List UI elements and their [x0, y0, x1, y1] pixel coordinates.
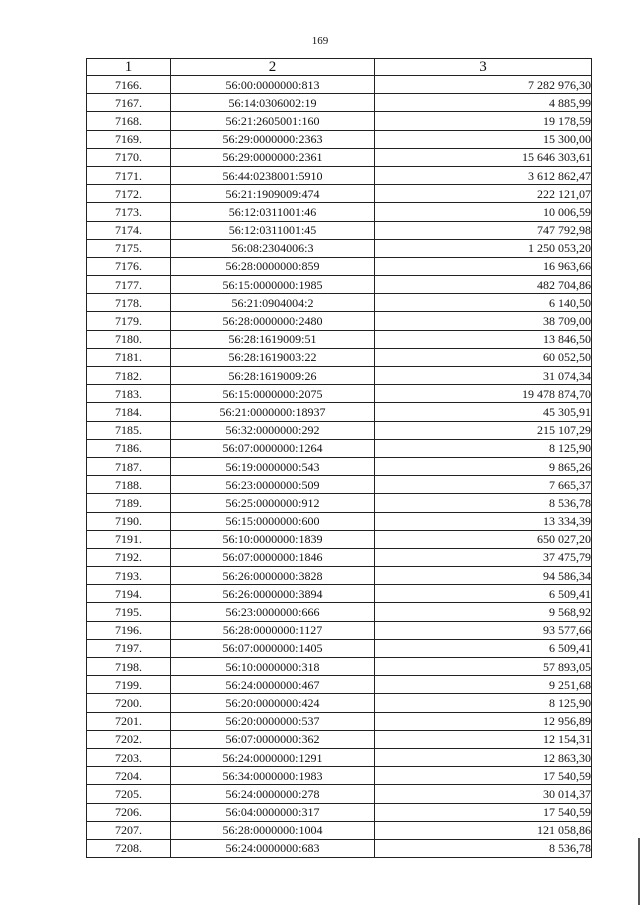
value-cell: 7 282 976,30: [375, 76, 592, 94]
cadastral-number-cell: 56:28:0000000:1004: [171, 821, 375, 839]
table-row: [87, 112, 592, 130]
value-cell: 121 058,86: [375, 821, 592, 839]
table-row: [87, 603, 592, 621]
cadastral-number-cell: 56:23:0000000:509: [171, 476, 375, 494]
row-number-cell: 7199.: [87, 676, 171, 694]
row-number-cell: 7171.: [87, 166, 171, 184]
table-row: [87, 312, 592, 330]
value-cell: 10 006,59: [375, 203, 592, 221]
value-cell: 19 478 874,70: [375, 385, 592, 403]
row-number-cell: 7194.: [87, 585, 171, 603]
cadastral-number-cell: 56:24:0000000:467: [171, 676, 375, 694]
cadastral-number-cell: 56:19:0000000:543: [171, 457, 375, 475]
table-row: [87, 239, 592, 257]
table-row: [87, 548, 592, 566]
row-number-cell: 7200.: [87, 694, 171, 712]
row-number-cell: 7172.: [87, 185, 171, 203]
table-body: [87, 76, 592, 858]
cadastral-number-cell: 56:21:2605001:160: [171, 112, 375, 130]
row-number-cell: 7186.: [87, 439, 171, 457]
table-row: [87, 530, 592, 548]
table-row: [87, 658, 592, 676]
table-row: [87, 512, 592, 530]
cadastral-number-cell: 56:07:0000000:362: [171, 730, 375, 748]
table-row: [87, 76, 592, 94]
cadastral-number-cell: 56:12:0311001:46: [171, 203, 375, 221]
value-cell: 12 956,89: [375, 712, 592, 730]
row-number-cell: 7166.: [87, 76, 171, 94]
row-number-cell: 7197.: [87, 639, 171, 657]
row-number-cell: 7201.: [87, 712, 171, 730]
cadastral-number-cell: 56:10:0000000:1839: [171, 530, 375, 548]
value-cell: 13 846,50: [375, 330, 592, 348]
cadastral-number-cell: 56:25:0000000:912: [171, 494, 375, 512]
table-row: [87, 748, 592, 766]
cadastral-number-cell: 56:07:0000000:1846: [171, 548, 375, 566]
row-number-cell: 7190.: [87, 512, 171, 530]
value-cell: 94 586,34: [375, 567, 592, 585]
table-row: [87, 257, 592, 275]
table-row: [87, 494, 592, 512]
value-cell: 1 250 053,20: [375, 239, 592, 257]
table-row: [87, 803, 592, 821]
table-row: [87, 767, 592, 785]
cadastral-number-cell: 56:15:0000000:2075: [171, 385, 375, 403]
value-cell: 19 178,59: [375, 112, 592, 130]
value-cell: 9 568,92: [375, 603, 592, 621]
value-cell: 17 540,59: [375, 767, 592, 785]
cadastral-number-cell: 56:29:0000000:2363: [171, 130, 375, 148]
value-cell: 17 540,59: [375, 803, 592, 821]
value-cell: 9 865,26: [375, 457, 592, 475]
row-number-cell: 7203.: [87, 748, 171, 766]
cadastral-number-cell: 56:29:0000000:2361: [171, 148, 375, 166]
row-number-cell: 7168.: [87, 112, 171, 130]
cadastral-number-cell: 56:12:0311001:45: [171, 221, 375, 239]
row-number-cell: 7173.: [87, 203, 171, 221]
value-cell: 13 334,39: [375, 512, 592, 530]
table-row: [87, 130, 592, 148]
cadastral-number-cell: 56:28:0000000:1127: [171, 621, 375, 639]
row-number-cell: 7177.: [87, 276, 171, 294]
cadastral-number-cell: 56:26:0000000:3828: [171, 567, 375, 585]
row-number-cell: 7192.: [87, 548, 171, 566]
cadastral-number-cell: 56:21:0904004:2: [171, 294, 375, 312]
value-cell: 6 509,41: [375, 585, 592, 603]
value-cell: 3 612 862,47: [375, 166, 592, 184]
table-row: [87, 348, 592, 366]
value-cell: 6 140,50: [375, 294, 592, 312]
cadastral-number-cell: 56:28:0000000:859: [171, 257, 375, 275]
table-row: [87, 166, 592, 184]
cadastral-number-cell: 56:20:0000000:424: [171, 694, 375, 712]
value-cell: 747 792,98: [375, 221, 592, 239]
value-cell: 482 704,86: [375, 276, 592, 294]
value-cell: 57 893,05: [375, 658, 592, 676]
cadastral-number-cell: 56:24:0000000:1291: [171, 748, 375, 766]
table-row: [87, 294, 592, 312]
cadastral-number-cell: 56:07:0000000:1264: [171, 439, 375, 457]
row-number-cell: 7191.: [87, 530, 171, 548]
value-cell: 37 475,79: [375, 548, 592, 566]
table-row: [87, 385, 592, 403]
row-number-cell: 7182.: [87, 367, 171, 385]
cadastral-number-cell: 56:32:0000000:292: [171, 421, 375, 439]
cadastral-number-cell: 56:15:0000000:1985: [171, 276, 375, 294]
table-row: [87, 367, 592, 385]
row-number-cell: 7184.: [87, 403, 171, 421]
row-number-cell: 7178.: [87, 294, 171, 312]
row-number-cell: 7195.: [87, 603, 171, 621]
table-row: [87, 457, 592, 475]
table-row: [87, 639, 592, 657]
table-row: [87, 94, 592, 112]
value-cell: 16 963,66: [375, 257, 592, 275]
row-number-cell: 7183.: [87, 385, 171, 403]
row-number-cell: 7202.: [87, 730, 171, 748]
table-row: [87, 185, 592, 203]
value-cell: 45 305,91: [375, 403, 592, 421]
value-cell: 12 863,30: [375, 748, 592, 766]
cadastral-number-cell: 56:15:0000000:600: [171, 512, 375, 530]
value-cell: 15 300,00: [375, 130, 592, 148]
row-number-cell: 7206.: [87, 803, 171, 821]
row-number-cell: 7169.: [87, 130, 171, 148]
table-row: [87, 476, 592, 494]
row-number-cell: 7208.: [87, 839, 171, 857]
value-cell: 15 646 303,61: [375, 148, 592, 166]
table-row: [87, 403, 592, 421]
table-row: [87, 712, 592, 730]
table-row: [87, 567, 592, 585]
cadastral-number-cell: 56:08:2304006:3: [171, 239, 375, 257]
cadastral-number-cell: 56:21:1909009:474: [171, 185, 375, 203]
table-row: [87, 221, 592, 239]
row-number-cell: 7180.: [87, 330, 171, 348]
row-number-cell: 7198.: [87, 658, 171, 676]
table-row: [87, 148, 592, 166]
value-cell: 30 014,37: [375, 785, 592, 803]
cadastral-number-cell: 56:26:0000000:3894: [171, 585, 375, 603]
column-header-value: 3: [375, 59, 592, 76]
table-row: [87, 276, 592, 294]
cadastral-number-cell: 56:24:0000000:278: [171, 785, 375, 803]
column-header-cadastral-number: 2: [171, 59, 375, 76]
row-number-cell: 7170.: [87, 148, 171, 166]
cadastral-number-cell: 56:34:0000000:1983: [171, 767, 375, 785]
cadastral-number-cell: 56:28:1619009:51: [171, 330, 375, 348]
cadastral-number-cell: 56:07:0000000:1405: [171, 639, 375, 657]
page-number: 169: [311, 35, 329, 47]
value-cell: 215 107,29: [375, 421, 592, 439]
value-cell: 650 027,20: [375, 530, 592, 548]
row-number-cell: 7181.: [87, 348, 171, 366]
row-number-cell: 7174.: [87, 221, 171, 239]
value-cell: 7 665,37: [375, 476, 592, 494]
row-number-cell: 7176.: [87, 257, 171, 275]
table-row: [87, 203, 592, 221]
table-row: [87, 694, 592, 712]
value-cell: 6 509,41: [375, 639, 592, 657]
row-number-cell: 7193.: [87, 567, 171, 585]
cadastral-number-cell: 56:23:0000000:666: [171, 603, 375, 621]
cadastral-number-cell: 56:28:1619003:22: [171, 348, 375, 366]
value-cell: 8 536,78: [375, 839, 592, 857]
row-number-cell: 7175.: [87, 239, 171, 257]
row-number-cell: 7187.: [87, 457, 171, 475]
table-row: [87, 421, 592, 439]
row-number-cell: 7185.: [87, 421, 171, 439]
cadastral-number-cell: 56:14:0306002:19: [171, 94, 375, 112]
table-row: [87, 730, 592, 748]
table-row: [87, 676, 592, 694]
table-row: [87, 330, 592, 348]
cadastral-number-cell: 56:28:1619009:26: [171, 367, 375, 385]
cadastral-number-cell: 56:28:0000000:2480: [171, 312, 375, 330]
table-row: [87, 621, 592, 639]
value-cell: 93 577,66: [375, 621, 592, 639]
cadastral-value-table: [86, 58, 592, 858]
table-row: [87, 439, 592, 457]
table-header-row: [87, 59, 592, 76]
value-cell: 4 885,99: [375, 94, 592, 112]
cadastral-number-cell: 56:10:0000000:318: [171, 658, 375, 676]
value-cell: 38 709,00: [375, 312, 592, 330]
value-cell: 8 536,78: [375, 494, 592, 512]
row-number-cell: 7189.: [87, 494, 171, 512]
value-cell: 12 154,31: [375, 730, 592, 748]
table-row: [87, 585, 592, 603]
cadastral-number-cell: 56:00:0000000:813: [171, 76, 375, 94]
table-row: [87, 839, 592, 857]
table-row: [87, 821, 592, 839]
row-number-cell: 7167.: [87, 94, 171, 112]
cadastral-number-cell: 56:20:0000000:537: [171, 712, 375, 730]
table-row: [87, 785, 592, 803]
row-number-cell: 7188.: [87, 476, 171, 494]
row-number-cell: 7179.: [87, 312, 171, 330]
row-number-cell: 7205.: [87, 785, 171, 803]
column-header-number: 1: [87, 59, 171, 76]
row-number-cell: 7204.: [87, 767, 171, 785]
value-cell: 60 052,50: [375, 348, 592, 366]
cadastral-number-cell: 56:21:0000000:18937: [171, 403, 375, 421]
row-number-cell: 7196.: [87, 621, 171, 639]
value-cell: 8 125,90: [375, 439, 592, 457]
cadastral-number-cell: 56:24:0000000:683: [171, 839, 375, 857]
value-cell: 8 125,90: [375, 694, 592, 712]
value-cell: 9 251,68: [375, 676, 592, 694]
value-cell: 222 121,07: [375, 185, 592, 203]
value-cell: 31 074,34: [375, 367, 592, 385]
cadastral-number-cell: 56:44:0238001:5910: [171, 166, 375, 184]
cadastral-number-cell: 56:04:0000000:317: [171, 803, 375, 821]
row-number-cell: 7207.: [87, 821, 171, 839]
